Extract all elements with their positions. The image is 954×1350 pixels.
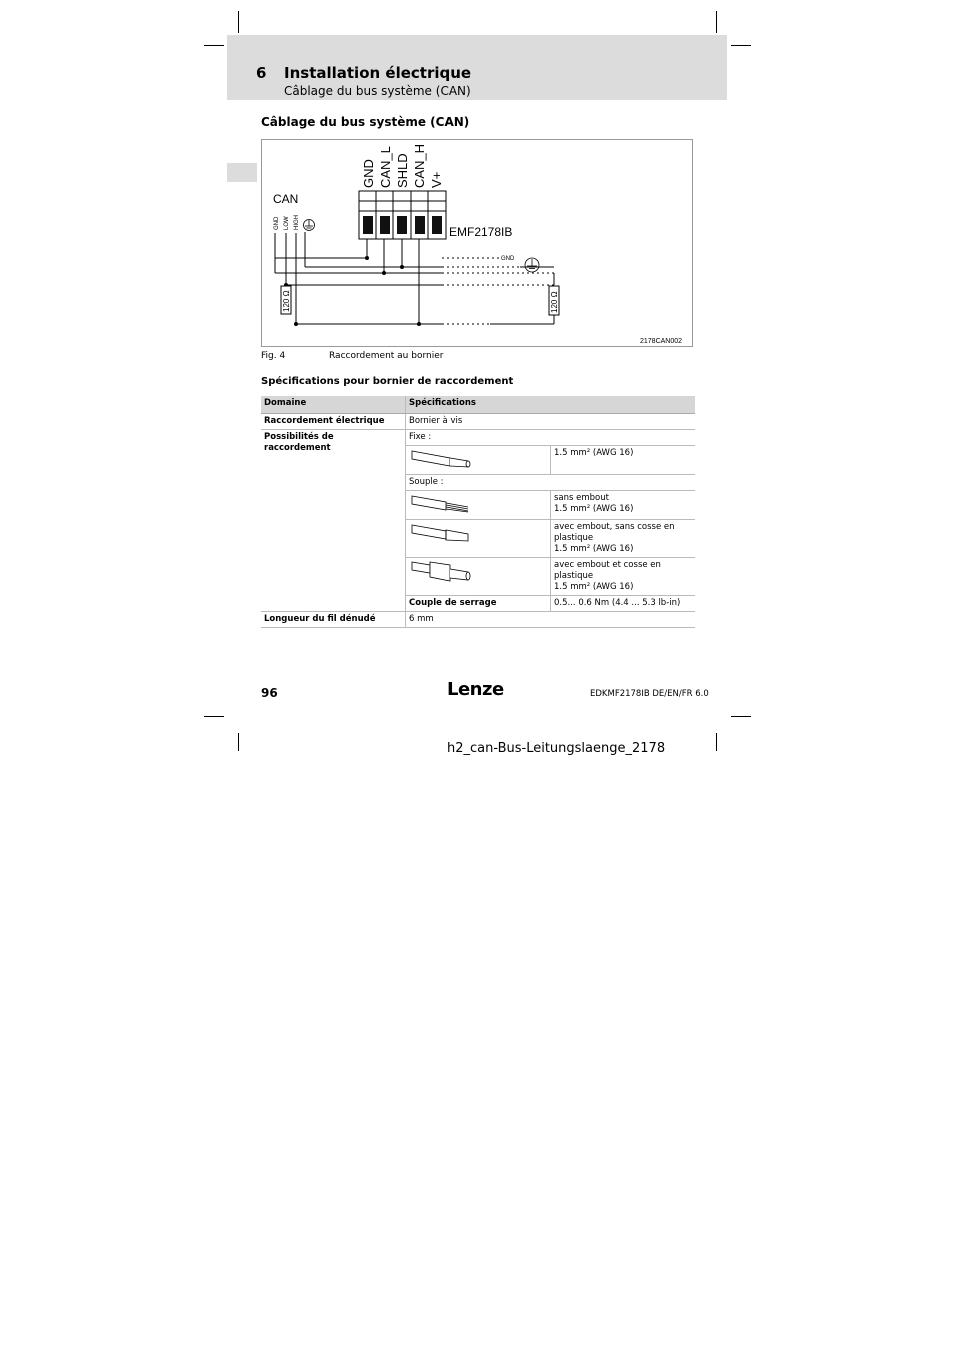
ferrule-wire-image <box>406 520 551 558</box>
screw-terminal <box>380 216 390 234</box>
can-label: CAN <box>273 192 299 206</box>
terminal-label-gnd: GND <box>361 159 376 188</box>
gnd-label: GND <box>501 256 515 262</box>
terminal-label-shld: SHLD <box>395 153 410 188</box>
resistor-label-left: 120 Ω <box>282 290 291 312</box>
ferrule-collar-wire-icon <box>410 559 482 583</box>
rigid-wire-icon <box>410 447 482 469</box>
table-header-spec: Spécifications <box>406 396 696 414</box>
row-value-line: 1.5 mm² (AWG 16) <box>554 582 634 592</box>
row-value: 1.5 mm² (AWG 16) <box>551 446 696 475</box>
device-pin-low: LOW <box>284 216 290 230</box>
document-reference: EDKMF2178IB DE/EN/FR 6.0 <box>590 689 709 699</box>
spec-table <box>261 396 695 628</box>
table-row <box>261 430 695 446</box>
screw-terminal <box>397 216 407 234</box>
table-header-domain: Domaine <box>261 396 406 414</box>
row-value-line: 1.5 mm² (AWG 16) <box>554 544 634 554</box>
row-value: Fixe : <box>406 430 696 446</box>
file-name: h2_can-Bus-Leitungslaenge_2178 <box>447 741 666 756</box>
screw-terminal <box>415 216 425 234</box>
module-label: EMF2178IB <box>449 225 513 239</box>
resistor-label-right: 120 Ω <box>550 291 559 313</box>
row-value: Bornier à vis <box>406 414 696 430</box>
row-label: Couple de serrage <box>406 596 551 612</box>
spec-title: Spécifications pour bornier de raccordement <box>261 376 514 387</box>
crop-mark <box>238 11 239 33</box>
ferrule-collar-wire-image <box>406 558 551 596</box>
crop-mark <box>731 45 751 46</box>
flex-wire-image <box>406 491 551 520</box>
figure-number: Fig. 4 <box>261 351 286 361</box>
row-label: Raccordement électrique <box>261 414 406 430</box>
device-pin-gnd: GND <box>274 216 280 230</box>
row-value-line: avec embout et cosse en plastique <box>554 560 661 581</box>
rigid-wire-image <box>406 446 551 475</box>
page-number: 96 <box>261 686 278 700</box>
table-row <box>261 414 695 430</box>
screw-terminal <box>432 216 442 234</box>
terminal-label-v-plus: V+ <box>429 171 444 188</box>
section-title: Câblage du bus système (CAN) <box>261 115 470 129</box>
chapter-title: Installation électrique <box>284 64 472 82</box>
crop-mark <box>731 716 751 717</box>
row-label: Possibilités de raccordement <box>261 430 406 612</box>
chapter-number: 6 <box>256 64 267 82</box>
side-tab <box>227 163 257 182</box>
row-value-line: avec embout, sans cosse en plastique <box>554 522 675 543</box>
table-header-row <box>261 396 695 414</box>
row-value-line: sans embout <box>554 493 609 503</box>
crop-mark <box>716 733 717 751</box>
screw-terminal <box>363 216 373 234</box>
lenze-logo: Lenze <box>447 679 504 700</box>
crop-mark <box>716 11 717 33</box>
table-row <box>261 612 695 628</box>
crop-mark <box>238 733 239 751</box>
figure-code: 2178CAN002 <box>640 338 683 345</box>
stranded-wire-icon <box>410 492 482 514</box>
ferrule-wire-icon <box>410 521 482 543</box>
crop-mark <box>204 716 224 717</box>
row-value-line: 1.5 mm² (AWG 16) <box>554 504 634 514</box>
device-pin-high: HIGH <box>294 215 300 230</box>
row-value: 0.5... 0.6 Nm (4.4 ... 5.3 lb-in) <box>551 596 696 612</box>
terminal-label-can-l: CAN_L <box>378 146 393 188</box>
figure-caption: Raccordement au bornier <box>329 351 444 361</box>
row-value: Souple : <box>406 475 696 491</box>
row-value: 6 mm <box>406 612 696 628</box>
row-label: Longueur du fil dénudé <box>261 612 406 628</box>
crop-mark <box>204 45 224 46</box>
wiring-diagram-svg <box>262 140 692 346</box>
chapter-subtitle: Câblage du bus système (CAN) <box>284 84 471 98</box>
terminal-label-can-h: CAN_H <box>412 143 427 188</box>
wiring-diagram <box>261 139 693 347</box>
